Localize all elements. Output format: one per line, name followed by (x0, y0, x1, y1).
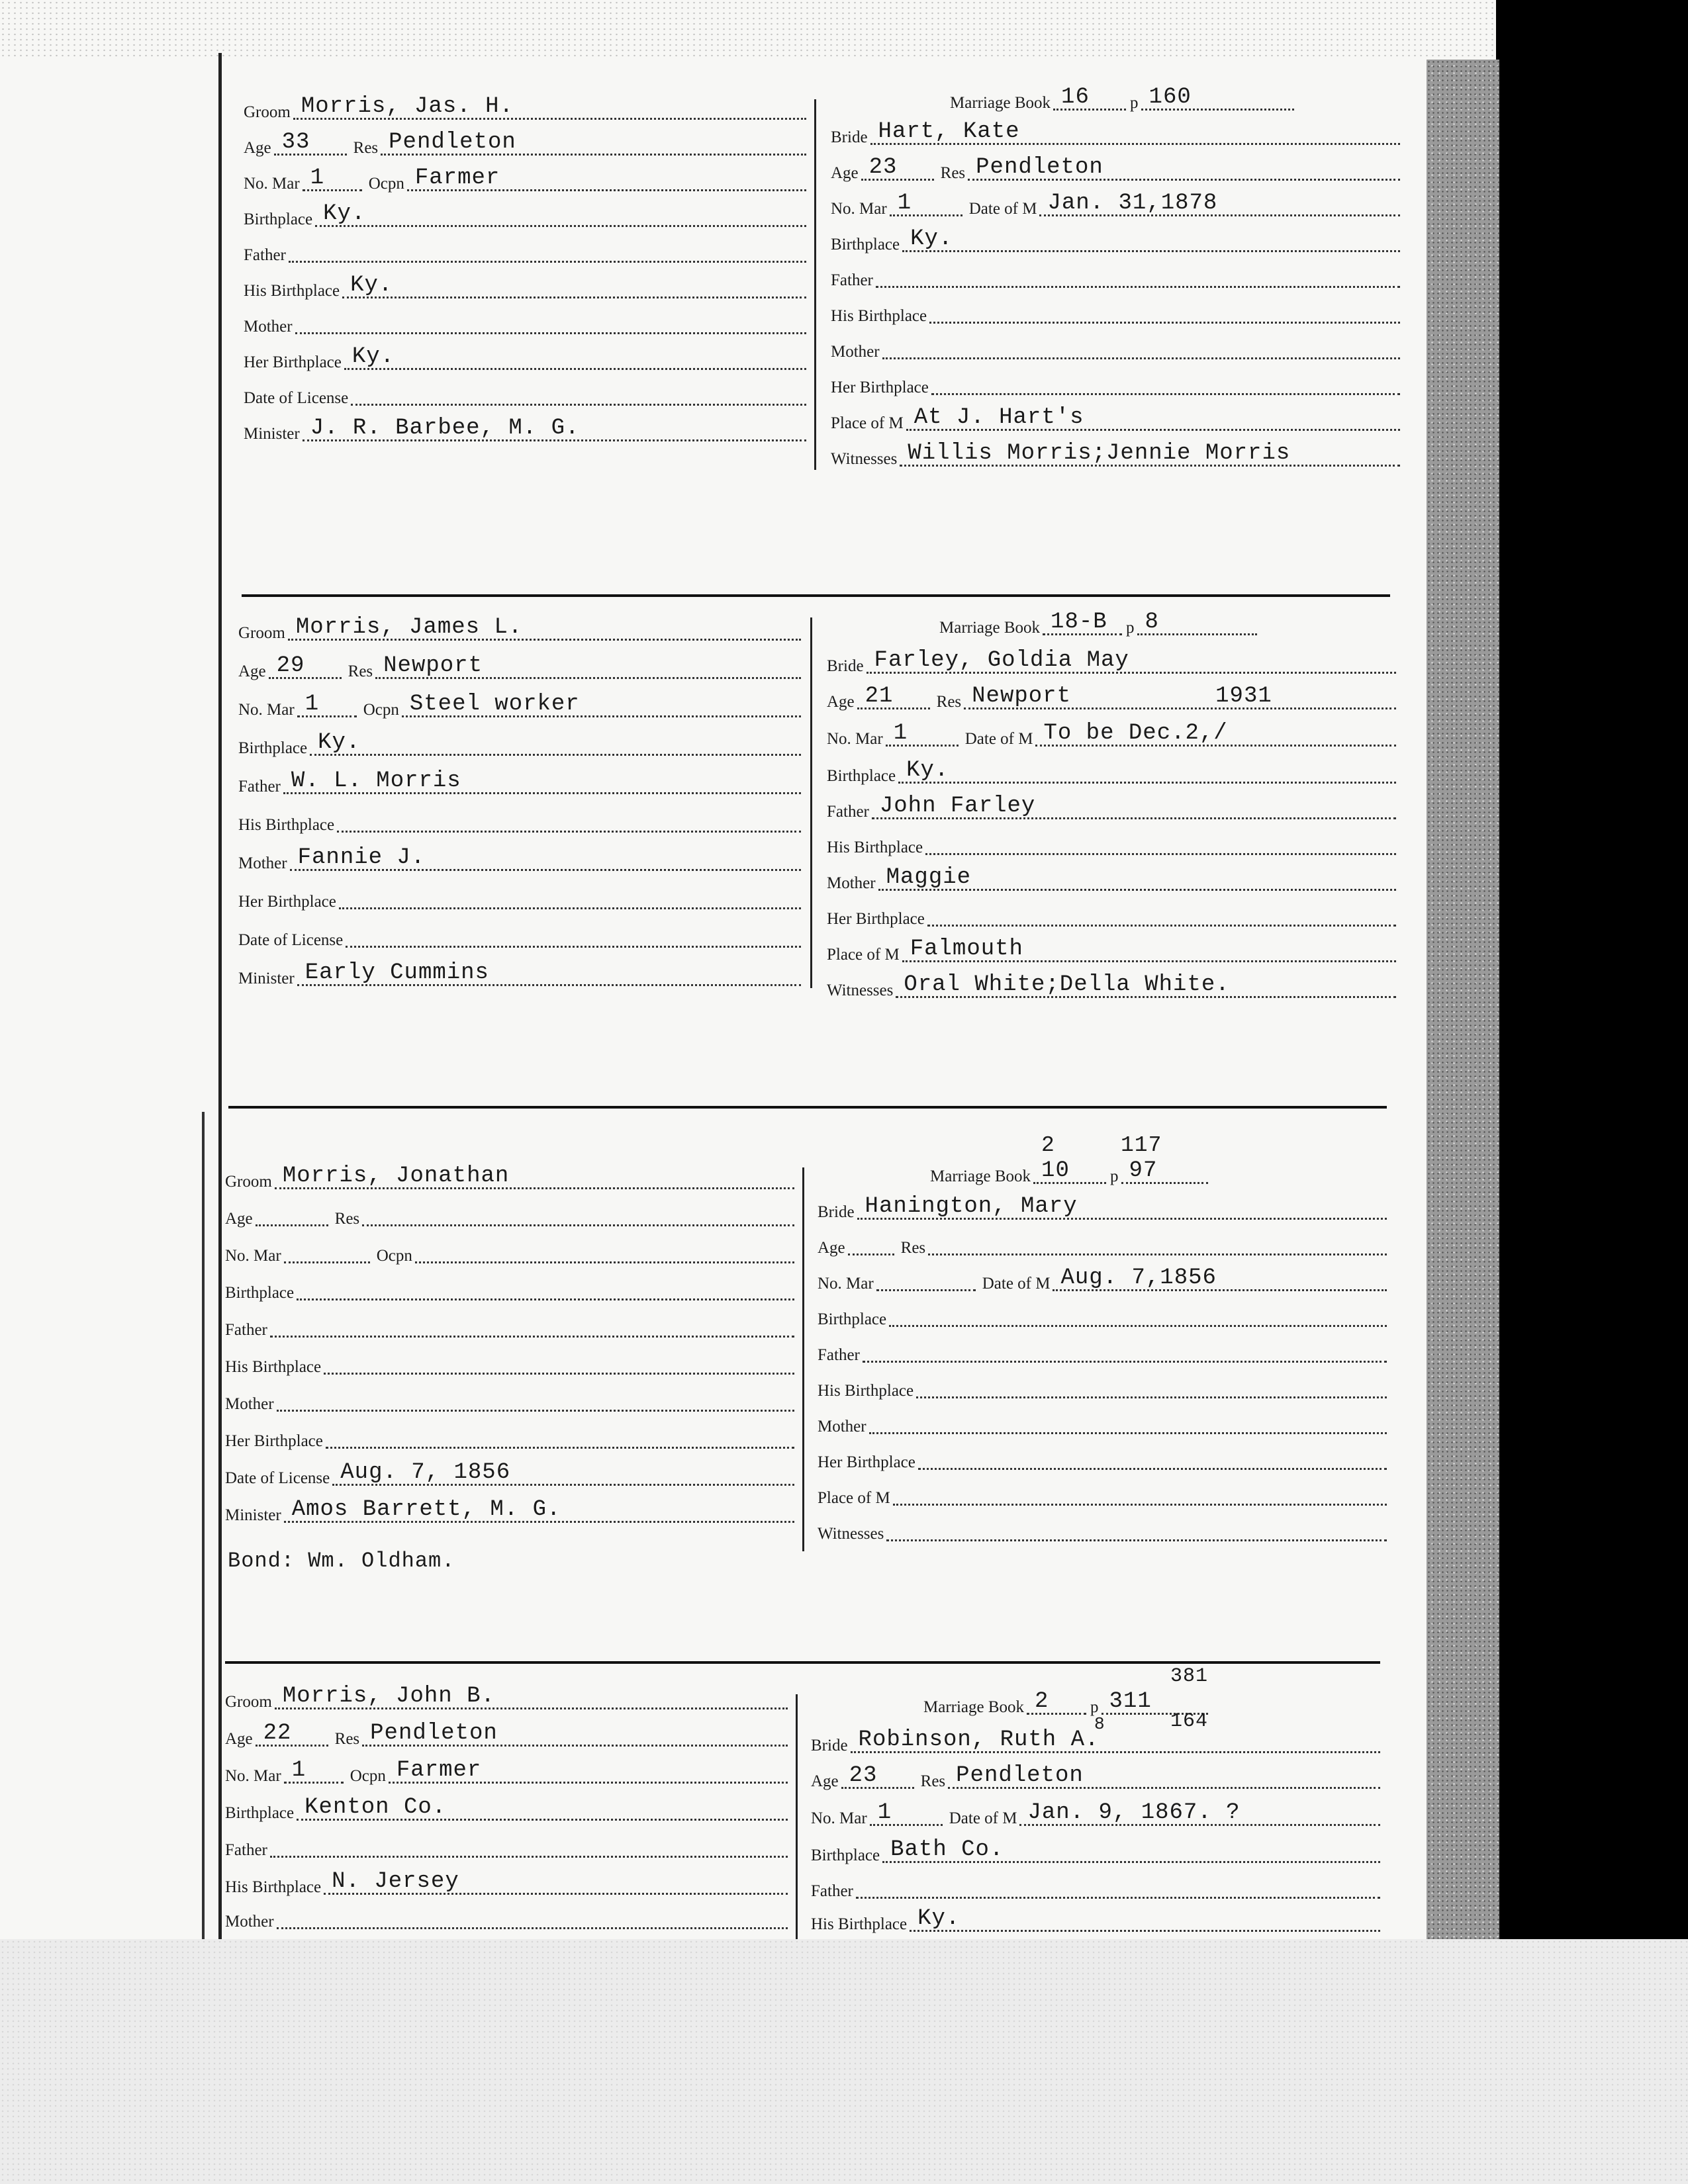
bride-birthplace-row: Birthplace Bath Co. (811, 1841, 1380, 1866)
bride-age-res-row: Age 23 Res Pendleton (811, 1767, 1380, 1792)
bride-birthplace: Bath Co. (890, 1837, 1004, 1862)
bride-his-birthplace-row: His Birthplace (818, 1377, 1387, 1401)
card-divider (814, 99, 816, 470)
no-mar-ocpn-row: No. Mar Ocpn (225, 1242, 794, 1266)
date-of-license: Aug. 7, 1856 (340, 1460, 511, 1485)
groom-birthplace: Kenton Co. (305, 1795, 447, 1820)
card-divider (802, 1167, 804, 1551)
marriage-book-row: Marriage Book 10 p 97 (930, 1162, 1208, 1187)
card-separator (225, 1661, 1380, 1664)
bride-his-birthplace-row: His Birthplace (827, 833, 1396, 858)
bride-age: 23 (849, 1763, 878, 1788)
marriage-book-page-above: 381 (1170, 1665, 1209, 1688)
bride-his-birthplace-row: His Birthplace Ky. (811, 1910, 1380, 1934)
father-row: Father (225, 1836, 788, 1860)
witnesses-row: Witnesses Oral White;Della White. (827, 976, 1396, 1001)
marriage-book-page: 311 (1109, 1689, 1152, 1714)
date-of-marriage: Jan. 31,1878 (1047, 191, 1218, 216)
scan-page-edge (1427, 60, 1499, 1939)
bride-father-row: Father (831, 266, 1400, 291)
birthplace-row: Birthplace Ky. (238, 734, 801, 758)
birthplace-row: Birthplace Ky. (244, 205, 806, 230)
groom-res: Pendleton (389, 130, 516, 155)
groom-ocpn: Farmer (396, 1758, 482, 1783)
bride-row: Bride Hart, Kate (831, 123, 1400, 148)
age-res-row: Age 22 Res Pendleton (225, 1725, 788, 1749)
no-mar-ocpn-row: No. Mar 1 Ocpn Farmer (244, 169, 806, 194)
age-res-row: Age 29 Res Newport (238, 657, 801, 682)
bride-res: Newport (972, 684, 1071, 709)
place-of-marriage-row: Place of M (818, 1484, 1387, 1508)
groom-her-birthplace: Ky. (352, 344, 395, 369)
birthplace-row: Birthplace Kenton Co. (225, 1799, 788, 1823)
groom-no-mar: 1 (291, 1758, 306, 1783)
bride-mother-row: Mother (818, 1412, 1387, 1437)
marriage-book-number: 2 (1035, 1689, 1049, 1714)
page-left-edge (218, 53, 222, 1939)
bride-row: Bride Robinson, Ruth A. (811, 1731, 1380, 1756)
groom-his-birthplace: N. Jersey (332, 1869, 459, 1894)
bride-age: 23 (868, 155, 898, 180)
bride-her-birthplace-row: Her Birthplace (831, 373, 1400, 398)
bride-no-mar: 1 (893, 721, 908, 746)
minister-row: Minister J. R. Barbee, M. G. (244, 420, 806, 444)
her-birthplace-row: Her Birthplace (238, 887, 801, 912)
groom-res: Pendleton (370, 1721, 498, 1746)
no-mar-ocpn-row: No. Mar 1 Ocpn Farmer (225, 1762, 788, 1786)
groom-no-mar: 1 (310, 165, 325, 191)
bond-note: Bond: Wm. Oldham. (228, 1549, 455, 1573)
marriage-record-card (238, 86, 1403, 496)
bride-name: Hart, Kate (878, 119, 1020, 144)
groom-birthplace: Ky. (318, 730, 361, 755)
bride-birthplace-row: Birthplace (818, 1305, 1387, 1330)
marriage-book-page: 8 (1145, 610, 1159, 635)
bride-age-res-row: Age Res (818, 1234, 1387, 1258)
bride-no-mar: 1 (877, 1800, 892, 1825)
witnesses: Oral White;Della White. (904, 972, 1230, 997)
father-row: Father (225, 1316, 794, 1340)
mother-row: Mother (225, 1390, 794, 1414)
bride-row: Bride Farley, Goldia May (827, 652, 1396, 676)
card-divider (796, 1694, 798, 1939)
groom-row: Groom Morris, Jonathan (225, 1167, 794, 1192)
scan-black-border (1496, 0, 1688, 1939)
his-birthplace-row: His Birthplace N. Jersey (225, 1873, 788, 1897)
bride-his-birthplace: Ky. (917, 1906, 961, 1931)
bride-birthplace-row: Birthplace Ky. (831, 230, 1400, 255)
birthplace-row: Birthplace (225, 1279, 794, 1303)
groom-his-birthplace: Ky. (350, 273, 393, 298)
groom-age: 33 (281, 130, 310, 155)
his-birthplace-row: His Birthplace (238, 811, 801, 835)
father-row: Father W. L. Morris (238, 772, 801, 797)
date-of-license-row: Date of License Aug. 7, 1856 (225, 1464, 794, 1488)
groom-birthplace: Ky. (323, 201, 366, 226)
marriage-book-page: 97 (1129, 1158, 1158, 1183)
scan-noise-top (0, 0, 1496, 60)
bride-age: 21 (865, 684, 894, 709)
witnesses-row: Witnesses (818, 1520, 1387, 1544)
groom-ocpn: Farmer (414, 165, 500, 191)
bride-row: Bride Hanington, Mary (818, 1198, 1387, 1222)
groom-res: Newport (383, 653, 483, 678)
age-res-row: Age 33 Res Pendleton (244, 134, 806, 158)
place-of-marriage-row: Place of M Falmouth (827, 940, 1396, 965)
his-birthplace-row: His Birthplace (225, 1353, 794, 1377)
marriage-book-number-above: 2 (1041, 1133, 1055, 1158)
marriage-book-number: 18-B (1051, 610, 1107, 635)
date-of-license-row: Date of License (244, 384, 806, 408)
date-of-marriage: Jan. 9, 1867. ? (1027, 1800, 1241, 1825)
minister-row: Minister Amos Barrett, M. G. (225, 1501, 794, 1525)
bride-res: Pendleton (976, 155, 1103, 180)
bride-name: Farley, Goldia May (874, 648, 1129, 673)
his-birthplace-row: His Birthplace Ky. (244, 277, 806, 301)
date-of-marriage: To be Dec.2,/ (1043, 721, 1228, 746)
marriage-book-row: Marriage Book 16 p 160 (950, 89, 1294, 113)
groom-name: Morris, James L. (295, 615, 523, 640)
groom-ocpn: Steel worker (409, 692, 580, 717)
bride-mother-row: Mother Maggie (827, 869, 1396, 893)
marriage-book-page: 160 (1149, 85, 1192, 110)
groom-age: 29 (276, 653, 305, 678)
groom-row: Groom Morris, James L. (238, 619, 801, 643)
bride-name: Robinson, Ruth A. (858, 1727, 1100, 1752)
bride-no-mar-row: No. Mar 1 Date of M To be Dec.2,/ (827, 725, 1396, 749)
bride-father-row: Father (818, 1341, 1387, 1365)
bride-birthplace-row: Birthplace Ky. (827, 762, 1396, 786)
marriage-record-card (225, 1125, 1390, 1588)
bride-no-mar-row: No. Mar Date of M Aug. 7,1856 (818, 1269, 1387, 1294)
groom-name: Morris, Jas. H. (301, 94, 514, 119)
bride-her-birthplace-row: Her Birthplace (818, 1448, 1387, 1473)
card-separator (242, 594, 1390, 597)
groom-age: 22 (263, 1721, 292, 1746)
marriage-book-number: 16 (1061, 85, 1090, 110)
marriage-record-card (225, 1665, 1390, 1939)
groom-row: Groom Morris, John B. (225, 1688, 788, 1712)
place-of-marriage: Falmouth (910, 936, 1023, 962)
place-of-marriage-row: Place of M At J. Hart's (831, 409, 1400, 433)
bride-father-row: Father John Farley (827, 797, 1396, 822)
marriage-book-row: Marriage Book 2 p 311 (923, 1693, 1208, 1717)
minister-name: J. R. Barbee, M. G. (310, 416, 580, 441)
mother-row: Mother Fannie J. (238, 849, 801, 874)
groom-no-mar: 1 (305, 692, 320, 717)
bride-birthplace: Ky. (906, 758, 949, 783)
groom-row: Groom Morris, Jas. H. (244, 98, 806, 122)
no-mar-ocpn-row: No. Mar 1 Ocpn Steel worker (238, 696, 801, 720)
date-of-license-row: Date of License (238, 926, 801, 950)
bride-birthplace: Ky. (910, 226, 953, 251)
minister-name: Early Cummins (305, 960, 489, 985)
her-birthplace-row: Her Birthplace (225, 1427, 794, 1451)
witnesses: Willis Morris;Jennie Morris (908, 441, 1291, 466)
marriage-book-page-above: 117 (1121, 1133, 1162, 1158)
bride-his-birthplace-row: His Birthplace (831, 302, 1400, 326)
record-year: 1931 (1215, 684, 1272, 709)
place-of-marriage: At J. Hart's (914, 405, 1084, 430)
bride-no-mar-row: No. Mar 1 Date of M Jan. 31,1878 (831, 195, 1400, 219)
bride-res: Pendleton (956, 1763, 1084, 1788)
bride-age-res-row: Age 23 Res Pendleton (831, 159, 1400, 183)
minister-name: Amos Barrett, M. G. (291, 1497, 561, 1522)
witnesses-row: Witnesses Willis Morris;Jennie Morris (831, 445, 1400, 469)
groom-mother: Fannie J. (297, 845, 426, 870)
groom-name: Morris, Jonathan (282, 1163, 510, 1189)
marriage-book-number: 10 (1041, 1158, 1070, 1183)
page-left-edge-lower (202, 1112, 205, 1939)
marriage-record-card (233, 606, 1398, 1016)
bride-no-mar-row: No. Mar 1 Date of M Jan. 9, 1867. ? (811, 1804, 1380, 1829)
bride-father: John Farley (879, 794, 1036, 819)
father-row: Father (244, 241, 806, 265)
mother-row: Mother (244, 312, 806, 337)
mother-row: Mother (225, 1907, 788, 1932)
bride-name: Hanington, Mary (865, 1194, 1078, 1219)
bride-father-row: Father (811, 1877, 1380, 1901)
groom-name: Morris, John B. (282, 1684, 495, 1709)
bride-age-res-row: Age 21 Res Newport 1931 (827, 688, 1396, 712)
groom-father: W. L. Morris (291, 768, 461, 794)
bride-no-mar: 1 (897, 191, 912, 216)
date-of-marriage: Aug. 7,1856 (1060, 1265, 1217, 1291)
marriage-book-page-below: 164 (1170, 1710, 1209, 1733)
her-birthplace-row: Her Birthplace Ky. (244, 348, 806, 373)
marriage-book-number-below: 8 (1094, 1714, 1105, 1734)
bride-her-birthplace-row: Her Birthplace (827, 905, 1396, 929)
bride-mother-row: Mother (831, 338, 1400, 362)
card-divider (810, 617, 812, 988)
bride-mother: Maggie (886, 865, 972, 890)
age-res-row: Age Res (225, 1205, 794, 1229)
marriage-book-row: Marriage Book 18-B p 8 (939, 614, 1257, 638)
empty-canvas-area (0, 1939, 1688, 2184)
minister-row: Minister Early Cummins (238, 964, 801, 989)
card-separator (228, 1106, 1387, 1109)
